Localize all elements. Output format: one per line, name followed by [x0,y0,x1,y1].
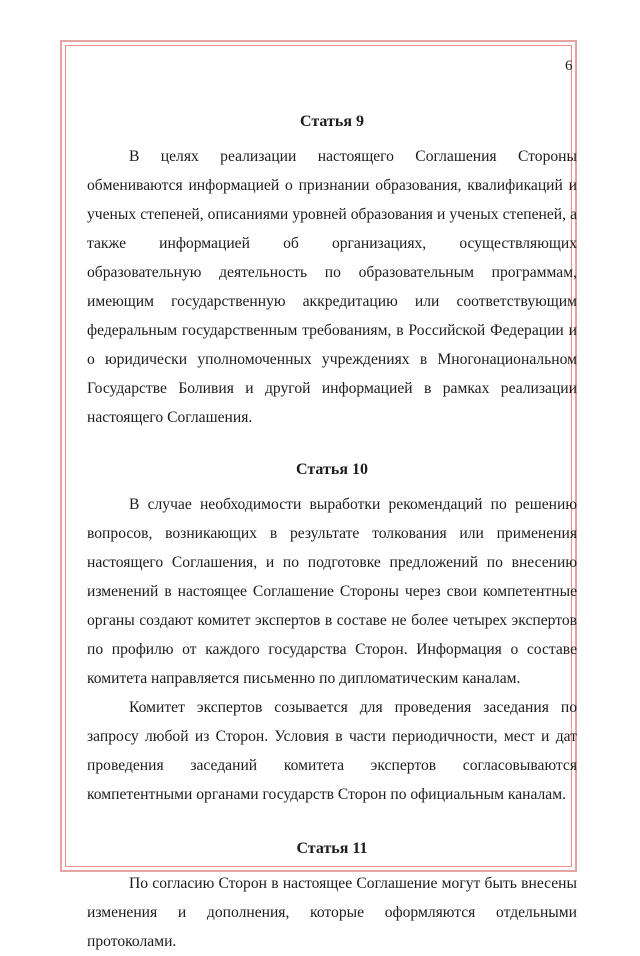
article-paragraph: По согласию Сторон в настоящее Соглашение могут быть внесены изменения и дополнения, которые оформляются отдельными протоколами. [87,875,577,950]
article-9 [87,111,577,432]
article-paragraph: Комитет экспертов созывается для проведения заседания по запросу любой из Сторон. Условия в части периодичности, мест и дат проведения заседаний комитета экспертов согласовываются компетентными органами государств Сторон по официальным каналам. [87,699,577,803]
article-heading: Статья 10 [296,461,368,478]
article-heading: Статья 11 [296,840,368,857]
article-11 [87,838,577,956]
document-body [87,111,577,956]
section-spacer [87,809,577,838]
page-number: 6 [565,58,573,74]
section-spacer [87,432,577,459]
article-paragraph: В случае необходимости выработки рекомендаций по решению вопросов, возникающих в результате толкования или применения настоящего Соглашения, и по подготовке предложений по внесению изменений в настоящее Соглашение Стороны через свои компетентные органы создают комитет экспертов в составе не более четырех экспертов по профилю от каждого государства Сторон. Информация о составе комитета направляется письменно по дипломатическим каналам. [87,496,577,687]
article-10 [87,459,577,809]
article-paragraph: В целях реализации настоящего Соглашения Стороны обмениваются информацией о признании образования, квалификаций и ученых степеней, описаниями уровней образования и ученых степеней, а также информацией об организациях, осуществляющих образовательную деятельность по образовательным программам, имеющим государственную аккредитацию или соответствующим федеральным государственным требованиям, в Российской Федерации и о юридически уполномоченных учреждениях в Многонациональном Государстве Боливия и другой информацией в рамках реализации настоящего Соглашения. [87,148,577,426]
article-heading: Статья 9 [300,113,364,130]
